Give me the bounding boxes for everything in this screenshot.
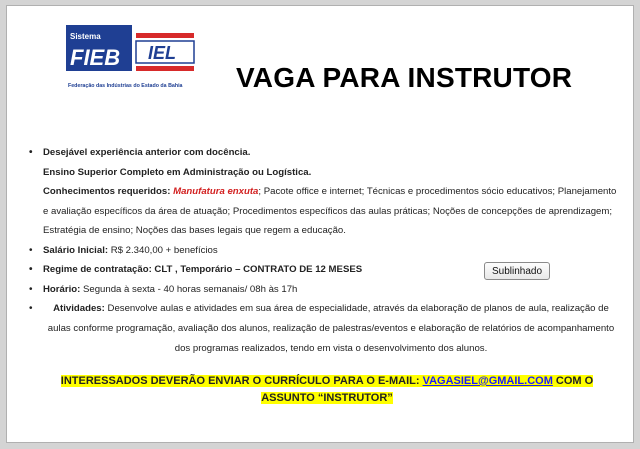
logo-sistema-text: Sistema bbox=[70, 32, 101, 41]
job-details bbox=[25, 143, 619, 359]
schedule-item bbox=[25, 280, 619, 300]
knowledge-label: Conhecimentos requeridos: bbox=[43, 186, 171, 197]
logo-caption-text: Federação das Indústrias do Estado da Bahia bbox=[68, 83, 183, 89]
fieb-iel-logo bbox=[62, 21, 199, 104]
activities-item bbox=[25, 299, 619, 359]
contact-notice bbox=[35, 373, 619, 407]
experience-item: • Desejável experiência anterior com docência. bbox=[25, 143, 619, 163]
schedule-label: Horário: bbox=[43, 283, 81, 295]
knowledge-text: ; Pacote office e internet; Técnicas e procedimentos sócio educativos; Planejamento e avaliação específicos da área de atuação; Procedimentos específicos das aulas práticas; Noções de concepções de aprendizagem; Estratégia de ensino; Noções das bases legais que regem a educação. bbox=[43, 186, 617, 236]
education-item: Ensino Superior Completo em Administração ou Logística. bbox=[43, 166, 312, 178]
salary-value: R$ 2.340,00 + benefícios bbox=[108, 244, 218, 256]
document-page bbox=[6, 5, 634, 443]
schedule-value: Segunda à sexta - 40 horas semanais/ 08h às 17h bbox=[80, 283, 298, 295]
salary-label: Salário Inicial: bbox=[43, 244, 109, 256]
contact-email-link[interactable]: VAGASIEL@GMAIL.COM bbox=[422, 375, 553, 387]
page-title: VAGA PARA INSTRUTOR bbox=[236, 62, 573, 93]
activities-text: Desenvolve aulas e atividades em sua área de especialidade, através da elaboração de planos de aula, realização de aulas conforme programação, avaliação dos alunos, realização de palestras/eventos e elaboração de relatórios de acompanhamento dos programas realizados, tendo em vista o desenvolvimento dos alunos. bbox=[47, 303, 615, 354]
activities-label: Atividades: bbox=[53, 303, 105, 314]
contact-suffix: COM O ASSUNTO “INSTRUTOR” bbox=[261, 375, 594, 404]
logo-fieb-text: FIEB bbox=[70, 45, 121, 70]
logo-iel-text: IEL bbox=[148, 43, 177, 63]
knowledge-item bbox=[25, 182, 619, 241]
knowledge-highlight: Manufatura enxuta bbox=[173, 186, 259, 197]
salary-item bbox=[25, 241, 619, 261]
contact-prefix: INTERESSADOS DEVERÃO ENVIAR O CURRÍCULO PARA O E-MAIL: bbox=[60, 375, 423, 387]
regime-item: • Regime de contratação: CLT , Temporário – CONTRATO DE 12 MESES bbox=[25, 260, 619, 280]
sublinhado-tooltip-button[interactable]: Sublinhado bbox=[484, 262, 550, 280]
